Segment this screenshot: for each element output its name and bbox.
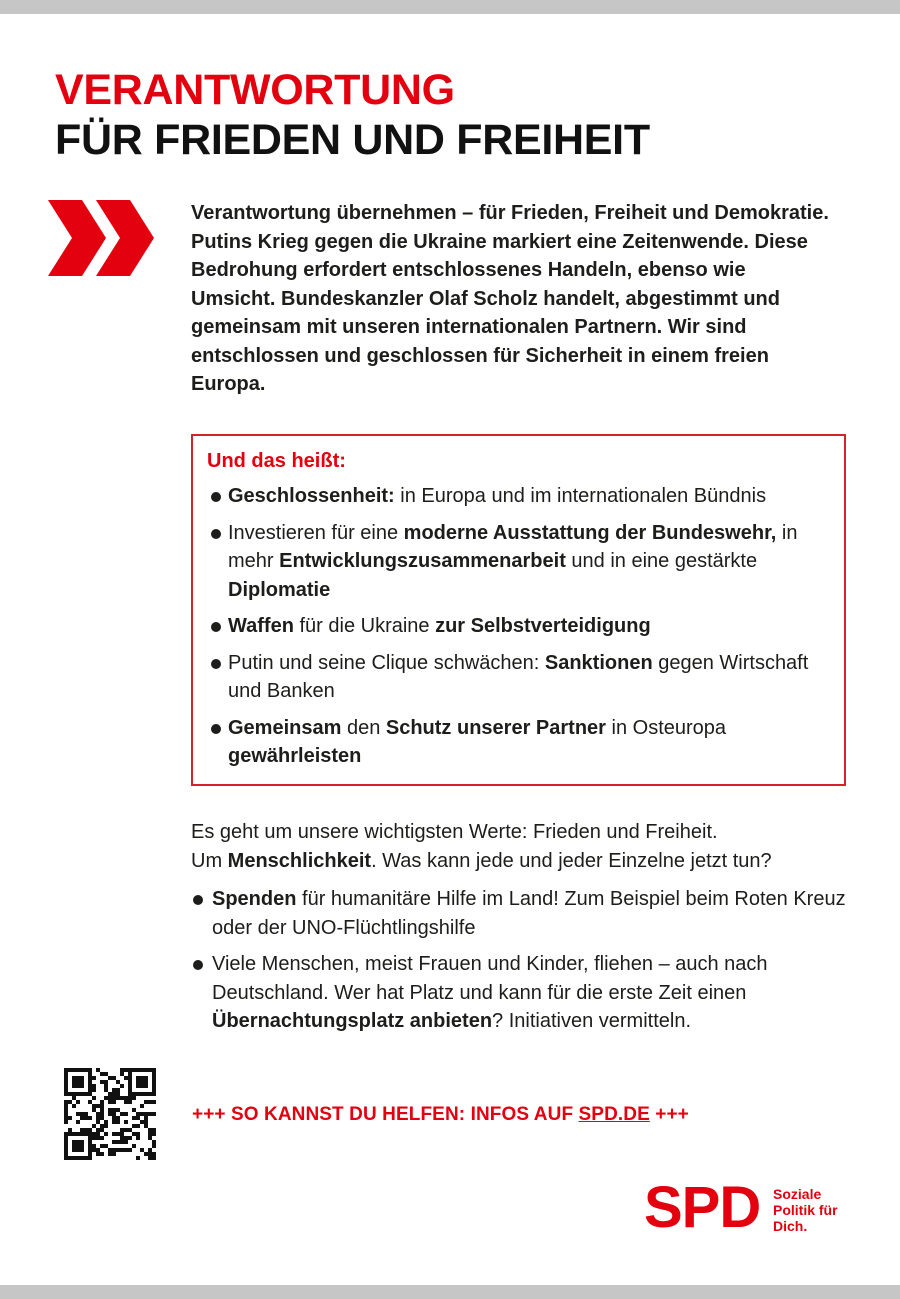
list-item: Putin und seine Clique schwächen: Sanktionen gegen Wirtschaft und Banken: [209, 649, 839, 706]
headline-line-1: VERANTWORTUNG: [55, 66, 455, 114]
headline-line-2: FÜR FRIEDEN UND FREIHEIT: [55, 116, 650, 164]
headline: [55, 66, 650, 166]
intro-text: Verantwortung übernehmen – für Frieden, Freiheit und Demokratie. Putins Krieg gegen die Ukraine markiert eine Zeitenwende. Diese Bedrohung erfordert entschlossenes Handeln, ebenso wie Umsicht. Bundeskanzler Olaf Scholz handelt, abgestimmt und gemeinsam mit unseren internationalen Partnern. Wir sind entschlossen und geschlossen für Sicherheit in einem freien Europa.: [191, 202, 829, 395]
list-item: Spenden für humanitäre Hilfe im Land! Zum Beispiel beim Roten Kreuz oder der UNO-Flüchtlingshilfe: [191, 885, 851, 942]
box-title: Und das heißt:: [207, 450, 346, 472]
spd-logo: SPD: [644, 1175, 761, 1240]
list-item: Gemeinsam den Schutz unserer Partner in Osteuropa gewährleisten: [209, 714, 839, 771]
list-item: Geschlossenheit: in Europa und im internationalen Bündnis: [209, 482, 839, 511]
logo-slogan: Soziale Politik für Dich.: [773, 1186, 838, 1234]
help-info-line: +++ SO KANNST DU HELFEN: INFOS AUF SPD.DE +++: [192, 1104, 689, 1125]
top-gray-bar: [0, 0, 900, 14]
double-chevron-icon: [48, 196, 154, 280]
values-paragraph: Es geht um unsere wichtigsten Werte: Frieden und Freiheit. Um Menschlichkeit. Was kann jede und jeder Einzelne jetzt tun?: [191, 821, 772, 872]
bottom-gray-bar: [0, 1285, 900, 1299]
list-item: Viele Menschen, meist Frauen und Kinder, fliehen – auch nach Deutschland. Wer hat Platz und kann für die erste Zeit einen Übernachtungsplatz anbieten? Initiativen vermitteln.: [191, 950, 851, 1036]
key-points-list: [209, 482, 839, 779]
key-points-box: [191, 434, 846, 786]
list-item: Waffen für die Ukraine zur Selbstverteidigung: [209, 612, 839, 641]
list-item: Investieren für eine moderne Ausstattung der Bundeswehr, in mehr Entwicklungszusammenarbeit und in eine gestärkte Diplomatie: [209, 519, 839, 605]
qr-code-icon[interactable]: [64, 1068, 156, 1160]
spd-website-link[interactable]: SPD.DE: [578, 1104, 650, 1125]
help-list: [191, 885, 851, 1036]
values-section: [191, 818, 851, 1044]
